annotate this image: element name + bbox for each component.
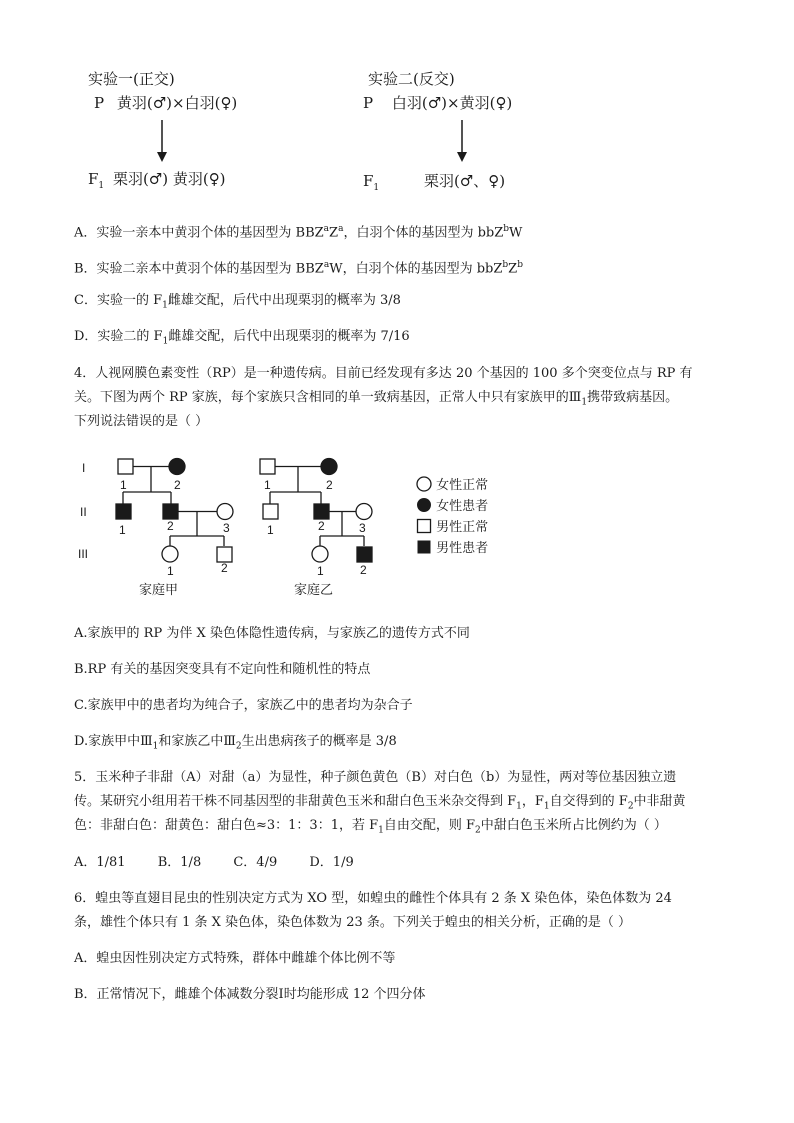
gen-label-I: I: [82, 461, 86, 475]
famB-II3-female-normal: [356, 504, 372, 520]
q5-stem-line-1: 5．玉米种子非甜（A）对甜（a）为显性，种子颜色黄色（B）对白色（b）为显性，两对等位基因独立遗: [74, 770, 677, 785]
exp1-p-label: P: [94, 94, 105, 112]
q4-option-b: B.RP 有关的基因突变具有不定向性和随机性的特点: [74, 662, 371, 677]
famB-II1-male-normal: [263, 504, 278, 519]
svg-text:2: 2: [221, 561, 228, 575]
famB-I2-female-patient: [321, 459, 337, 475]
q5-option-c: C．4/9: [233, 855, 278, 870]
q4-option-a: A.家族甲的 RP 为伴 X 染色体隐性遗传病，与家族乙的遗传方式不同: [74, 626, 470, 641]
famA-III1-female-normal: [162, 546, 178, 562]
q5-option-d: D．1/9: [309, 855, 354, 870]
svg-text:1: 1: [120, 478, 127, 492]
exp1-f1-label: $F_1$: [88, 170, 105, 191]
circle-open-icon: [416, 476, 432, 492]
q4-option-d: D.家族甲中$Ⅲ_1$和家族乙中$Ⅲ_2$生出患病孩子的概率是 3/8: [74, 734, 397, 752]
svg-text:1: 1: [317, 564, 324, 578]
q5-option-b: B．1/8: [157, 855, 202, 870]
svg-text:1: 1: [167, 564, 174, 578]
svg-text:3: 3: [359, 521, 366, 535]
exp1-f1-result: 栗羽(♂) 黄羽(♀): [112, 170, 226, 188]
svg-text:1: 1: [119, 523, 126, 537]
famA-I2-female-patient: [169, 459, 185, 475]
exp2-f1-label: $F_1$: [363, 172, 380, 193]
pedigree-diagram: [70, 448, 410, 608]
svg-text:1: 1: [264, 478, 271, 492]
circle-filled-icon: [416, 497, 432, 513]
famA-I1-male-normal: [118, 459, 133, 474]
legend-female-patient: 女性患者: [416, 495, 488, 514]
q5-stem-line-2: 传。某研究小组用若干株不同基因型的非甜黄色玉米和甜白色玉米杂交得到 $F_1$，$F_1$自交得到的 $F_2$中非甜黄: [74, 794, 686, 812]
q5-option-a: A．1/81: [74, 855, 126, 870]
svg-text:2: 2: [360, 563, 367, 577]
svg-text:2: 2: [318, 519, 325, 533]
q5-options: [74, 851, 724, 875]
famB-III1-female-normal: [312, 546, 328, 562]
svg-text:2: 2: [174, 478, 181, 492]
legend-male-patient: 男性患者: [416, 537, 488, 556]
legend-female-normal: 女性正常: [416, 474, 488, 493]
exp1-arrow-icon: [154, 118, 170, 164]
family-2-label: 家庭乙: [294, 583, 334, 598]
famA-II3-female-normal: [217, 504, 233, 520]
exp1-title: 实验一(正交): [88, 70, 175, 88]
exp1-p-cross: 黄羽(♂)×白羽(♀): [116, 94, 238, 112]
q4-stem-line-3: 下列说法错误的是（ ）: [74, 414, 209, 429]
q6-option-a: A．蝗虫因性别决定方式特殊，群体中雌雄个体比例不等: [74, 951, 396, 966]
square-filled-icon: [416, 539, 432, 555]
q3-option-b: B．实验二亲本中黄羽个体的基因型为 BBZ$^a$W，白羽个体的基因型为 $bbZ^bZ^b$: [74, 260, 523, 277]
famA-II2-male-patient: [163, 504, 178, 519]
square-open-icon: [416, 518, 432, 534]
svg-text:1: 1: [267, 523, 274, 537]
famA-III2-male-normal: [217, 547, 232, 562]
family-1-label: 家庭甲: [139, 583, 179, 598]
q3-option-d: D．实验二的 $F_1$雌雄交配，后代中出现栗羽的概率为 7/16: [74, 329, 410, 347]
exp2-p-cross: 白羽(♂)×黄羽(♀): [391, 94, 513, 112]
gen-label-III: III: [78, 547, 89, 561]
exp2-p-label: P: [363, 94, 374, 112]
q4-stem-line-1: 4．人视网膜色素变性（RP）是一种遗传病。目前已经发现有多达 20 个基因的 100 多个突变位点与 RP 有: [74, 366, 693, 381]
famA-II1-male-patient: [116, 504, 131, 519]
q3-option-a: A．实验一亲本中黄羽个体的基因型为 $BBZ^aZ^a$，白羽个体的基因型为 bbZ$^b$W: [74, 224, 523, 241]
famB-III2-male-patient: [357, 547, 372, 562]
q6-option-b: B．正常情况下，雌雄个体减数分裂Ⅰ时均能形成 12 个四分体: [74, 987, 426, 1002]
famB-I1-male-normal: [260, 459, 275, 474]
famB-II2-male-patient: [314, 504, 329, 519]
gen-label-II: II: [80, 505, 87, 519]
q4-option-c: C.家族甲中的患者均为纯合子，家族乙中的患者均为杂合子: [74, 698, 413, 713]
svg-text:3: 3: [223, 521, 230, 535]
q5-stem-line-3: 色：非甜白色：甜黄色：甜白色≈3：1：3：1，若 $F_1$自由交配，则 $F_2$中甜白色玉米所占比例约为（ ）: [74, 818, 667, 836]
exp2-arrow-icon: [454, 118, 470, 164]
q6-stem-line-2: 条，雄性个体只有 1 条 X 染色体，染色体数为 23 条。下列关于蝗虫的相关分析，正确的是（ ）: [74, 915, 631, 930]
svg-text:2: 2: [326, 478, 333, 492]
exp2-title: 实验二(反交): [368, 70, 455, 88]
q6-stem-line-1: 6．蝗虫等直翅目昆虫的性别决定方式为 XO 型，如蝗虫的雌性个体具有 2 条 X 染色体，染色体数为 24: [74, 891, 672, 906]
exp2-f1-result: 栗羽(♂、♀): [423, 172, 506, 190]
q4-stem-line-2: 关。下图为两个 RP 家族，每个家族只含相同的单一致病基因，正常人中只有家族甲的$Ⅲ_1$携带致病基因。: [74, 390, 679, 408]
legend-male-normal: 男性正常: [416, 516, 488, 535]
svg-text:2: 2: [167, 519, 174, 533]
q3-option-c: C．实验一的 $F_1$雌雄交配，后代中出现栗羽的概率为 3/8: [74, 293, 401, 311]
